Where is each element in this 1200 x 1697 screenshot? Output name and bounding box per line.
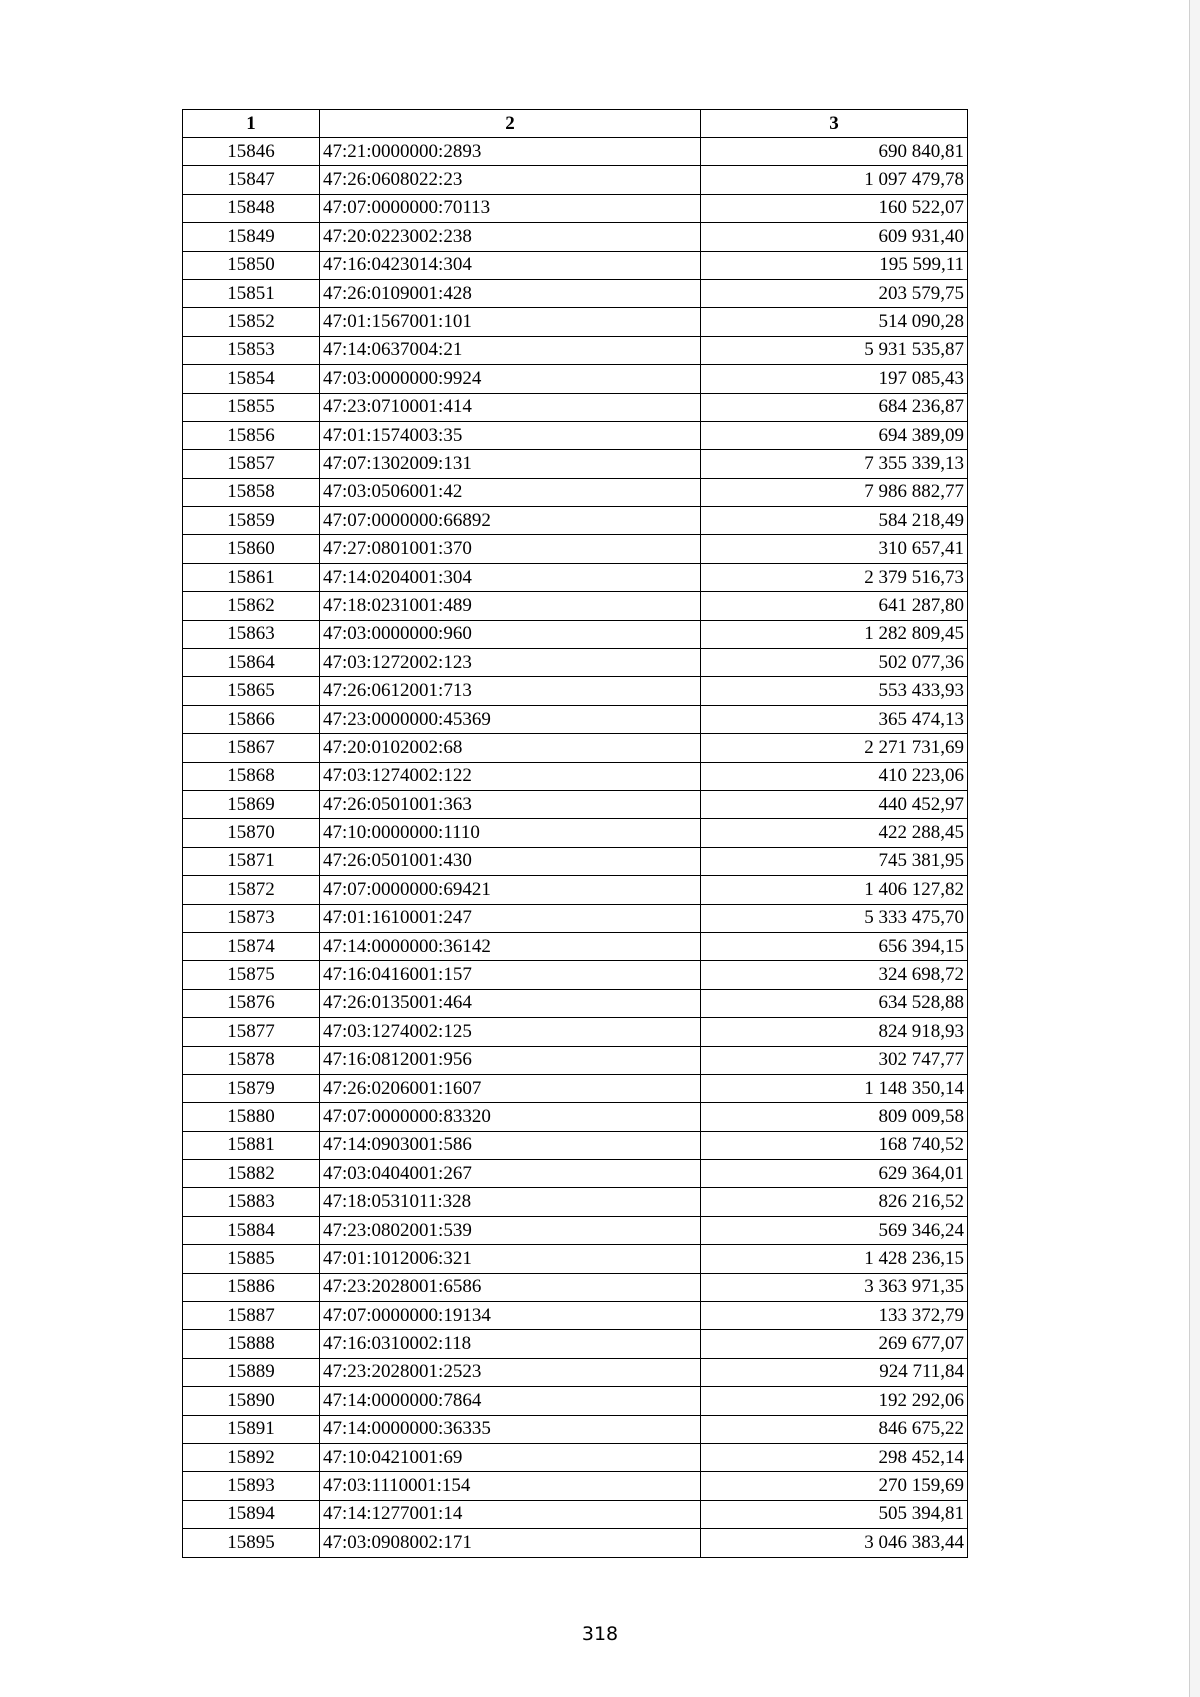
cadastral-number-cell: 47:07:0000000:66892 — [320, 507, 701, 535]
table-row — [183, 592, 968, 620]
cadastral-value-table — [182, 109, 968, 1558]
row-number-cell: 15877 — [183, 1018, 320, 1046]
cadastral-value-cell: 3 046 383,44 — [701, 1529, 968, 1557]
cadastral-number-cell: 47:07:0000000:70113 — [320, 194, 701, 222]
cadastral-number-cell: 47:16:0416001:157 — [320, 961, 701, 989]
cadastral-value-cell: 440 452,97 — [701, 790, 968, 818]
table-row — [183, 336, 968, 364]
cadastral-number-cell: 47:16:0310002:118 — [320, 1330, 701, 1358]
cadastral-value-cell: 302 747,77 — [701, 1046, 968, 1074]
cadastral-value-cell: 641 287,80 — [701, 592, 968, 620]
table-row — [183, 1216, 968, 1244]
table-row — [183, 507, 968, 535]
row-number-cell: 15863 — [183, 620, 320, 648]
cadastral-value-cell: 1 097 479,78 — [701, 166, 968, 194]
cadastral-number-cell: 47:03:0000000:960 — [320, 620, 701, 648]
table-row — [183, 932, 968, 960]
table-row — [183, 251, 968, 279]
cadastral-number-cell: 47:18:0231001:489 — [320, 592, 701, 620]
cadastral-value-cell: 1 428 236,15 — [701, 1245, 968, 1273]
cadastral-number-cell: 47:14:1277001:14 — [320, 1500, 701, 1528]
cadastral-value-cell: 197 085,43 — [701, 365, 968, 393]
row-number-cell: 15881 — [183, 1131, 320, 1159]
cadastral-value-cell: 553 433,93 — [701, 677, 968, 705]
cadastral-number-cell: 47:03:1274002:125 — [320, 1018, 701, 1046]
cadastral-value-cell: 502 077,36 — [701, 649, 968, 677]
row-number-cell: 15857 — [183, 450, 320, 478]
row-number-cell: 15849 — [183, 223, 320, 251]
table-row — [183, 166, 968, 194]
table-row — [183, 790, 968, 818]
cadastral-value-cell: 924 711,84 — [701, 1358, 968, 1386]
row-number-cell: 15847 — [183, 166, 320, 194]
row-number-cell: 15879 — [183, 1074, 320, 1102]
row-number-cell: 15885 — [183, 1245, 320, 1273]
cadastral-value-cell: 826 216,52 — [701, 1188, 968, 1216]
cadastral-number-cell: 47:01:1610001:247 — [320, 904, 701, 932]
cadastral-value-cell: 2 379 516,73 — [701, 563, 968, 591]
table-row — [183, 1529, 968, 1557]
row-number-cell: 15871 — [183, 847, 320, 875]
row-number-cell: 15864 — [183, 649, 320, 677]
table-row — [183, 876, 968, 904]
cadastral-number-cell: 47:03:0404001:267 — [320, 1160, 701, 1188]
cadastral-value-cell: 7 355 339,13 — [701, 450, 968, 478]
row-number-cell: 15852 — [183, 308, 320, 336]
row-number-cell: 15878 — [183, 1046, 320, 1074]
table-row — [183, 1018, 968, 1046]
page-edge — [1189, 0, 1200, 1697]
table-row — [183, 138, 968, 166]
table-row — [183, 620, 968, 648]
row-number-cell: 15880 — [183, 1103, 320, 1131]
cadastral-number-cell: 47:10:0421001:69 — [320, 1443, 701, 1471]
cadastral-number-cell: 47:01:1012006:321 — [320, 1245, 701, 1273]
table-row — [183, 1358, 968, 1386]
row-number-cell: 15893 — [183, 1472, 320, 1500]
cadastral-value-cell: 160 522,07 — [701, 194, 968, 222]
cadastral-value-cell: 5 931 535,87 — [701, 336, 968, 364]
cadastral-number-cell: 47:14:0000000:36142 — [320, 932, 701, 960]
cadastral-number-cell: 47:21:0000000:2893 — [320, 138, 701, 166]
cadastral-value-cell: 745 381,95 — [701, 847, 968, 875]
cadastral-value-cell: 422 288,45 — [701, 819, 968, 847]
row-number-cell: 15892 — [183, 1443, 320, 1471]
cadastral-value-cell: 298 452,14 — [701, 1443, 968, 1471]
cadastral-value-cell: 656 394,15 — [701, 932, 968, 960]
cadastral-number-cell: 47:01:1574003:35 — [320, 421, 701, 449]
table-row — [183, 1188, 968, 1216]
row-number-cell: 15866 — [183, 705, 320, 733]
cadastral-value-cell: 195 599,11 — [701, 251, 968, 279]
cadastral-number-cell: 47:03:0000000:9924 — [320, 365, 701, 393]
cadastral-value-cell: 203 579,75 — [701, 279, 968, 307]
cadastral-number-cell: 47:26:0608022:23 — [320, 166, 701, 194]
table-row — [183, 1302, 968, 1330]
table-row — [183, 1160, 968, 1188]
row-number-cell: 15870 — [183, 819, 320, 847]
cadastral-number-cell: 47:18:0531011:328 — [320, 1188, 701, 1216]
cadastral-number-cell: 47:14:0000000:7864 — [320, 1387, 701, 1415]
cadastral-number-cell: 47:23:2028001:6586 — [320, 1273, 701, 1301]
table-row — [183, 1443, 968, 1471]
cadastral-number-cell: 47:10:0000000:1110 — [320, 819, 701, 847]
table-row — [183, 847, 968, 875]
table-row — [183, 194, 968, 222]
cadastral-value-cell: 7 986 882,77 — [701, 478, 968, 506]
table-row — [183, 1273, 968, 1301]
row-number-cell: 15872 — [183, 876, 320, 904]
table-row — [183, 1500, 968, 1528]
cadastral-number-cell: 47:26:0135001:464 — [320, 989, 701, 1017]
page-number: 318 — [581, 1623, 619, 1645]
table-row — [183, 450, 968, 478]
cadastral-number-cell: 47:16:0423014:304 — [320, 251, 701, 279]
row-number-cell: 15894 — [183, 1500, 320, 1528]
cadastral-number-cell: 47:26:0206001:1607 — [320, 1074, 701, 1102]
cadastral-number-cell: 47:23:2028001:2523 — [320, 1358, 701, 1386]
row-number-cell: 15862 — [183, 592, 320, 620]
row-number-cell: 15856 — [183, 421, 320, 449]
table-row — [183, 734, 968, 762]
cadastral-number-cell: 47:03:1272002:123 — [320, 649, 701, 677]
row-number-cell: 15861 — [183, 563, 320, 591]
table-row — [183, 1074, 968, 1102]
cadastral-value-cell: 505 394,81 — [701, 1500, 968, 1528]
cadastral-number-cell: 47:14:0903001:586 — [320, 1131, 701, 1159]
row-number-cell: 15848 — [183, 194, 320, 222]
table-row — [183, 1330, 968, 1358]
table-row — [183, 478, 968, 506]
row-number-cell: 15868 — [183, 762, 320, 790]
cadastral-value-cell: 270 159,69 — [701, 1472, 968, 1500]
row-number-cell: 15888 — [183, 1330, 320, 1358]
cadastral-number-cell: 47:26:0612001:713 — [320, 677, 701, 705]
cadastral-value-cell: 192 292,06 — [701, 1387, 968, 1415]
cadastral-number-cell: 47:20:0223002:238 — [320, 223, 701, 251]
row-number-cell: 15884 — [183, 1216, 320, 1244]
cadastral-number-cell: 47:07:0000000:69421 — [320, 876, 701, 904]
cadastral-value-cell: 584 218,49 — [701, 507, 968, 535]
cadastral-value-cell: 824 918,93 — [701, 1018, 968, 1046]
cadastral-value-cell: 410 223,06 — [701, 762, 968, 790]
table-row — [183, 1103, 968, 1131]
cadastral-number-cell: 47:03:1274002:122 — [320, 762, 701, 790]
row-number-cell: 15869 — [183, 790, 320, 818]
row-number-cell: 15889 — [183, 1358, 320, 1386]
cadastral-value-cell: 690 840,81 — [701, 138, 968, 166]
table-row — [183, 1415, 968, 1443]
row-number-cell: 15853 — [183, 336, 320, 364]
row-number-cell: 15850 — [183, 251, 320, 279]
table-row — [183, 1245, 968, 1273]
column-header-1: 1 — [183, 110, 320, 138]
cadastral-number-cell: 47:07:1302009:131 — [320, 450, 701, 478]
cadastral-number-cell: 47:16:0812001:956 — [320, 1046, 701, 1074]
table-row — [183, 421, 968, 449]
table-row — [183, 279, 968, 307]
cadastral-number-cell: 47:07:0000000:83320 — [320, 1103, 701, 1131]
row-number-cell: 15874 — [183, 932, 320, 960]
column-header-2: 2 — [320, 110, 701, 138]
table-row — [183, 677, 968, 705]
cadastral-number-cell: 47:01:1567001:101 — [320, 308, 701, 336]
table-body — [183, 138, 968, 1558]
row-number-cell: 15875 — [183, 961, 320, 989]
table-row — [183, 308, 968, 336]
cadastral-value-cell: 133 372,79 — [701, 1302, 968, 1330]
table-row — [183, 1046, 968, 1074]
cadastral-value-cell: 609 931,40 — [701, 223, 968, 251]
row-number-cell: 15876 — [183, 989, 320, 1017]
row-number-cell: 15867 — [183, 734, 320, 762]
cadastral-value-cell: 310 657,41 — [701, 535, 968, 563]
cadastral-number-cell: 47:14:0204001:304 — [320, 563, 701, 591]
cadastral-value-cell: 1 148 350,14 — [701, 1074, 968, 1102]
cadastral-value-cell: 365 474,13 — [701, 705, 968, 733]
row-number-cell: 15860 — [183, 535, 320, 563]
row-number-cell: 15887 — [183, 1302, 320, 1330]
cadastral-value-cell: 1 406 127,82 — [701, 876, 968, 904]
table-row — [183, 1387, 968, 1415]
cadastral-number-cell: 47:20:0102002:68 — [320, 734, 701, 762]
cadastral-value-cell: 3 363 971,35 — [701, 1273, 968, 1301]
row-number-cell: 15883 — [183, 1188, 320, 1216]
cadastral-value-cell: 569 346,24 — [701, 1216, 968, 1244]
cadastral-number-cell: 47:03:1110001:154 — [320, 1472, 701, 1500]
cadastral-value-cell: 684 236,87 — [701, 393, 968, 421]
cadastral-number-cell: 47:27:0801001:370 — [320, 535, 701, 563]
table-row — [183, 819, 968, 847]
table-row — [183, 1472, 968, 1500]
row-number-cell: 15859 — [183, 507, 320, 535]
row-number-cell: 15882 — [183, 1160, 320, 1188]
table-row — [183, 762, 968, 790]
cadastral-value-cell: 809 009,58 — [701, 1103, 968, 1131]
row-number-cell: 15851 — [183, 279, 320, 307]
row-number-cell: 15855 — [183, 393, 320, 421]
cadastral-number-cell: 47:26:0109001:428 — [320, 279, 701, 307]
cadastral-value-cell: 629 364,01 — [701, 1160, 968, 1188]
row-number-cell: 15886 — [183, 1273, 320, 1301]
table-row — [183, 649, 968, 677]
table-row — [183, 705, 968, 733]
cadastral-number-cell: 47:14:0000000:36335 — [320, 1415, 701, 1443]
table-row — [183, 223, 968, 251]
cadastral-value-cell: 168 740,52 — [701, 1131, 968, 1159]
cadastral-value-cell: 634 528,88 — [701, 989, 968, 1017]
row-number-cell: 15873 — [183, 904, 320, 932]
table-row — [183, 961, 968, 989]
cadastral-number-cell: 47:03:0908002:171 — [320, 1529, 701, 1557]
cadastral-number-cell: 47:26:0501001:430 — [320, 847, 701, 875]
cadastral-number-cell: 47:07:0000000:19134 — [320, 1302, 701, 1330]
cadastral-number-cell: 47:23:0802001:539 — [320, 1216, 701, 1244]
row-number-cell: 15890 — [183, 1387, 320, 1415]
cadastral-value-cell: 269 677,07 — [701, 1330, 968, 1358]
row-number-cell: 15895 — [183, 1529, 320, 1557]
row-number-cell: 15865 — [183, 677, 320, 705]
table-row — [183, 563, 968, 591]
cadastral-value-cell: 324 698,72 — [701, 961, 968, 989]
row-number-cell: 15858 — [183, 478, 320, 506]
cadastral-value-cell: 2 271 731,69 — [701, 734, 968, 762]
table-row — [183, 393, 968, 421]
cadastral-number-cell: 47:14:0637004:21 — [320, 336, 701, 364]
table-row — [183, 904, 968, 932]
cadastral-number-cell: 47:23:0000000:45369 — [320, 705, 701, 733]
cadastral-number-cell: 47:26:0501001:363 — [320, 790, 701, 818]
table-row — [183, 535, 968, 563]
table-header-row — [183, 110, 968, 138]
table-row — [183, 365, 968, 393]
row-number-cell: 15854 — [183, 365, 320, 393]
cadastral-value-cell: 514 090,28 — [701, 308, 968, 336]
cadastral-number-cell: 47:03:0506001:42 — [320, 478, 701, 506]
row-number-cell: 15891 — [183, 1415, 320, 1443]
cadastral-number-cell: 47:23:0710001:414 — [320, 393, 701, 421]
cadastral-value-cell: 1 282 809,45 — [701, 620, 968, 648]
table-row — [183, 989, 968, 1017]
table-row — [183, 1131, 968, 1159]
column-header-3: 3 — [701, 110, 968, 138]
cadastral-value-cell: 694 389,09 — [701, 421, 968, 449]
row-number-cell: 15846 — [183, 138, 320, 166]
cadastral-value-cell: 5 333 475,70 — [701, 904, 968, 932]
cadastral-value-cell: 846 675,22 — [701, 1415, 968, 1443]
